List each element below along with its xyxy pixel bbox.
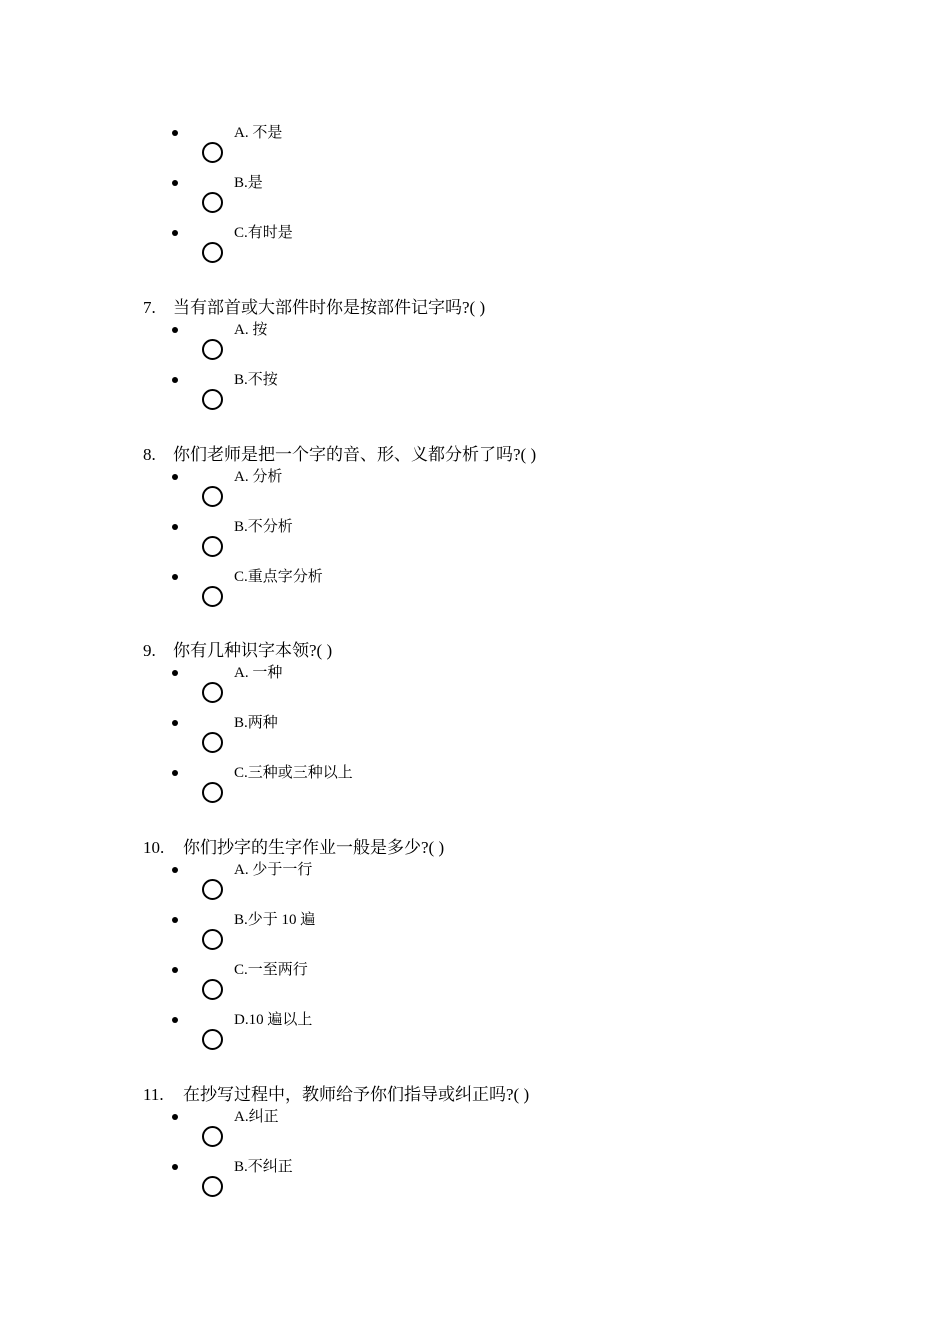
option-label: B.不分析 [234,519,293,535]
option-label: D.10 遍以上 [234,1012,313,1028]
answer-option [0,664,950,714]
option-label: C.有时是 [234,225,293,241]
option-label: A. 一种 [234,665,283,681]
bullet-icon [172,1017,178,1023]
answer-option [0,124,950,174]
answer-option [0,961,950,1011]
option-label: B.是 [234,175,263,191]
radio-button[interactable] [202,1126,223,1147]
answer-option [0,714,950,764]
radio-button[interactable] [202,1029,223,1050]
answer-option [0,911,950,961]
radio-button[interactable] [202,682,223,703]
bullet-icon [172,524,178,530]
question-text: 你们抄字的生字作业一般是多少?( ) [183,838,445,857]
answer-option [0,1108,950,1158]
answer-option [0,224,950,274]
question-title [143,1085,529,1105]
bullet-icon [172,1164,178,1170]
question-number: 9. [143,641,156,660]
bullet-icon [172,180,178,186]
option-label: B.两种 [234,715,278,731]
answer-option [0,568,950,618]
bullet-icon [172,967,178,973]
radio-button[interactable] [202,732,223,753]
question-title [143,298,485,318]
radio-button[interactable] [202,242,223,263]
bullet-icon [172,327,178,333]
answer-option [0,468,950,518]
radio-button[interactable] [202,782,223,803]
option-label: A. 按 [234,322,268,338]
radio-button[interactable] [202,339,223,360]
option-label: A. 少于一行 [234,862,313,878]
question-text: 你们老师是把一个字的音、形、义都分析了吗?( ) [173,445,537,464]
bullet-icon [172,574,178,580]
answer-option [0,1158,950,1208]
bullet-icon [172,917,178,923]
option-label: B.不纠正 [234,1159,293,1175]
option-label: C.重点字分析 [234,569,323,585]
option-label: A.纠正 [234,1109,279,1125]
bullet-icon [172,230,178,236]
radio-button[interactable] [202,192,223,213]
question-text: 你有几种识字本领?( ) [173,641,333,660]
bullet-icon [172,1114,178,1120]
question-title [143,838,444,858]
question-title [143,445,536,465]
radio-button[interactable] [202,536,223,557]
option-label: C.一至两行 [234,962,308,978]
radio-button[interactable] [202,142,223,163]
answer-option [0,764,950,814]
bullet-icon [172,670,178,676]
answer-option [0,861,950,911]
option-label: A. 分析 [234,469,283,485]
radio-button[interactable] [202,586,223,607]
question-number: 7. [143,298,156,317]
bullet-icon [172,474,178,480]
radio-button[interactable] [202,929,223,950]
question-text: 在抄写过程中，教师给予你们指导或纠正吗?( ) [183,1085,530,1104]
answer-option [0,371,950,421]
option-label: A. 不是 [234,125,283,141]
bullet-icon [172,770,178,776]
radio-button[interactable] [202,1176,223,1197]
question-number: 10. [143,838,165,857]
question-number: 11. [143,1085,164,1104]
question-number: 8. [143,445,156,464]
answer-option [0,174,950,224]
radio-button[interactable] [202,486,223,507]
answer-option [0,518,950,568]
bullet-icon [172,377,178,383]
answer-option [0,1011,950,1061]
question-title [143,641,332,661]
option-label: C.三种或三种以上 [234,765,353,781]
answer-option [0,321,950,371]
radio-button[interactable] [202,979,223,1000]
option-label: B.少于 10 遍 [234,912,316,928]
bullet-icon [172,130,178,136]
bullet-icon [172,867,178,873]
question-text: 当有部首或大部件时你是按部件记字吗?( ) [173,298,486,317]
radio-button[interactable] [202,879,223,900]
radio-button[interactable] [202,389,223,410]
option-label: B.不按 [234,372,278,388]
bullet-icon [172,720,178,726]
